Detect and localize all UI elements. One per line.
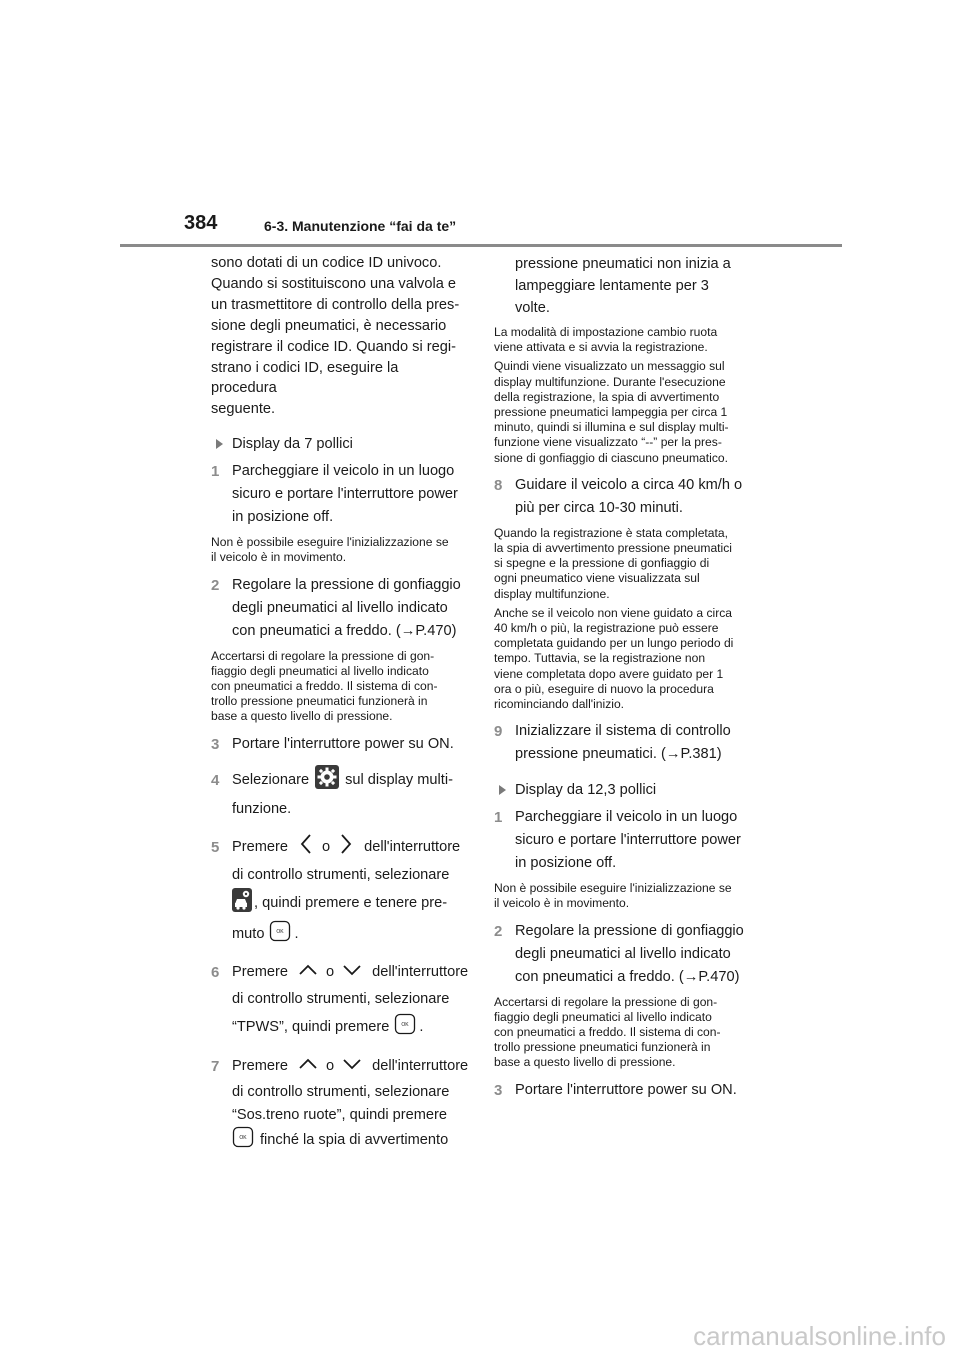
step-number: 6	[211, 963, 220, 981]
continued-line: lampeggiare lentamente per 3 volte.	[515, 278, 709, 316]
step-text: dell'interruttore	[364, 839, 461, 856]
watermark: carmanualsonline.info	[693, 1321, 946, 1351]
step-number: 2	[494, 922, 503, 940]
continued-line: pressione pneumatici non inizia a	[515, 256, 731, 272]
chevron-up-icon	[298, 1055, 318, 1078]
note-line: funzione viene visualizzato “--” per la pres-	[494, 435, 722, 450]
step-4	[211, 766, 461, 822]
step-2	[211, 574, 461, 643]
note-line: base a questo livello di pressione.	[211, 709, 393, 724]
step-text: Selezionare	[232, 772, 310, 789]
ok-button-icon	[269, 920, 291, 950]
step-text: “TPWS”, quindi premere	[232, 1019, 390, 1036]
step-line: Portare l'interruttore power su ON.	[515, 1081, 737, 1098]
note-line: trollo pressione pneumatici funzionerà in	[211, 694, 428, 709]
step-line: di controllo strumenti, selezionare	[232, 990, 450, 1007]
note-line: completata guidando per un lungo periodo di	[494, 636, 734, 651]
step-line: Regolare la pressione di gonfiaggio	[515, 922, 744, 939]
note-line: display multifunzione.	[494, 586, 610, 601]
note-line: della registrazione, la spia di avvertimento	[494, 389, 720, 404]
step-text: muto	[232, 926, 265, 943]
intro-paragraph	[211, 253, 461, 420]
step-number: 1	[494, 809, 503, 827]
note-line: La modalità di impostazione cambio ruota	[494, 325, 718, 339]
header-rule	[120, 244, 842, 247]
note-line: minuto, quindi si illumina e sul display multi-	[494, 420, 729, 435]
step-text: sul display multi-	[345, 772, 453, 789]
step-line: con pneumatici a freddo. (→P.470)	[232, 622, 457, 639]
step-8	[494, 474, 744, 520]
note-line: fiaggio degli pneumatici al livello indicato	[211, 663, 429, 678]
step-text: finché la spia di avvertimento	[260, 1132, 449, 1149]
step-line: degli pneumatici al livello indicato	[515, 945, 731, 962]
intro-line: sono dotati di un codice ID univoco.	[211, 255, 442, 271]
ok-button-icon	[394, 1013, 416, 1043]
step-number: 8	[494, 476, 503, 494]
bullet-label: Display da 12,3 pollici	[515, 782, 657, 799]
ok-button-icon	[232, 1126, 254, 1156]
note-line: viene completata dopo avere guidato per 1	[494, 666, 724, 681]
car-settings-icon	[232, 888, 252, 920]
note-line: Accertarsi di regolare la pressione di gon-	[494, 994, 718, 1009]
step-text: o	[325, 964, 335, 981]
svg-text:OK: OK	[276, 928, 285, 935]
note-line: display multifunzione. Durante l'esecuzione	[494, 374, 726, 389]
step-line: sicuro e portare l'interruttore power	[515, 832, 741, 849]
step-line: Inizializzare il sistema di controllo	[515, 723, 731, 740]
note-line: trollo pressione pneumatici funzionerà in	[494, 1040, 711, 1055]
note-line: pressione pneumatici lampeggia per circa 1	[494, 405, 728, 420]
note-line: Quindi viene visualizzato un messaggio sul	[494, 359, 725, 374]
bullet-label: Display da 7 pollici	[232, 436, 353, 453]
left-column	[211, 253, 469, 1156]
note-line: Non è possibile eseguire l'inizializzazione se	[494, 881, 732, 896]
step-text: Premere	[232, 964, 288, 981]
bullet-triangle-icon	[216, 439, 223, 449]
note-line: Non è possibile eseguire l'inizializzazione se	[211, 535, 449, 550]
step-2-12in	[494, 920, 744, 989]
note-line: Accertarsi di regolare la pressione di gon-	[211, 648, 435, 663]
note-line: ricominciando dall'inizio.	[494, 697, 625, 712]
chevron-left-icon	[300, 833, 312, 863]
note-2-12in	[494, 995, 744, 1071]
step-text: .	[294, 926, 299, 943]
chevron-down-icon	[342, 961, 362, 984]
step-line: “Sos.treno ruote”, quindi premere	[232, 1106, 447, 1123]
step-line: Parcheggiare il veicolo in un luogo	[232, 463, 455, 480]
note-line: si spegne e la pressione di gonfiaggio di	[494, 556, 710, 571]
bullet-7in	[211, 434, 461, 454]
step-text: Premere	[232, 839, 288, 856]
bullet-12in	[494, 780, 744, 800]
step-6	[211, 960, 469, 1044]
page-number: 384	[184, 212, 218, 234]
step-line: funzione.	[232, 800, 292, 817]
note-1	[211, 535, 461, 565]
step-line: di controllo strumenti, selezionare	[232, 866, 450, 883]
note-line: 40 km/h o più, la registrazione può essere	[494, 621, 719, 636]
step-number: 5	[211, 838, 220, 856]
note-1-12in	[494, 881, 744, 911]
intro-line: registrare il codice ID. Quando si regi-	[211, 338, 456, 355]
right-column	[494, 253, 744, 1102]
section-title: 6-3. Manutenzione “fai da te”	[264, 218, 457, 234]
svg-text:OK: OK	[401, 1021, 409, 1028]
step-line: di controllo strumenti, selezionare	[232, 1083, 450, 1100]
chevron-down-icon	[342, 1055, 362, 1078]
note-line: base a questo livello di pressione.	[494, 1055, 676, 1070]
step-text: .	[419, 1019, 424, 1036]
intro-line: un trasmettitore di controllo della pres-	[211, 296, 460, 313]
note-line: ora o più, eseguire di nuovo la procedura	[494, 681, 714, 696]
step-5	[211, 834, 461, 950]
note-line: la spia di avvertimento pressione pneumatici	[494, 541, 732, 556]
intro-line: strano i codici ID, eseguire la procedura	[211, 359, 399, 397]
step-number: 7	[211, 1057, 220, 1075]
step-line: con pneumatici a freddo. (→P.470)	[515, 968, 740, 985]
step-text: o	[321, 839, 331, 856]
step-9	[494, 720, 744, 766]
step-text: Premere	[232, 1058, 288, 1075]
step-text: o	[325, 1058, 335, 1075]
svg-text:OK: OK	[239, 1134, 247, 1141]
step-line: Guidare il veicolo a circa 40 km/h o	[515, 476, 743, 493]
chevron-right-icon	[340, 833, 352, 863]
chevron-up-icon	[298, 961, 318, 984]
note-line: il veicolo è in movimento.	[211, 550, 347, 565]
step-line: più per circa 10-30 minuti.	[515, 499, 683, 516]
step-line: Portare l'interruttore power su ON.	[232, 735, 454, 752]
step-line: in posizione off.	[515, 855, 617, 872]
step-1	[211, 460, 461, 529]
note-line: Quando la registrazione è stata completata,	[494, 525, 728, 540]
note-b	[494, 359, 744, 465]
note-line: Anche se il veicolo non viene guidato a circa	[494, 605, 732, 620]
note-line: fiaggio degli pneumatici al livello indicato	[494, 1009, 712, 1024]
note-c	[494, 526, 744, 602]
note-a	[494, 325, 744, 355]
bullet-triangle-icon	[499, 785, 506, 795]
step-7	[211, 1054, 469, 1156]
step-text: , quindi premere e tenere pre-	[254, 895, 448, 912]
note-d	[494, 606, 744, 712]
step-number: 9	[494, 723, 503, 741]
note-line: viene attivata e si avvia la registrazione.	[494, 340, 708, 355]
note-line: il veicolo è in movimento.	[494, 896, 630, 911]
step-line: degli pneumatici al livello indicato	[232, 599, 448, 616]
note-line: con pneumatici a freddo. Il sistema di con-	[211, 679, 438, 694]
note-line: sione di gonfiaggio di ciascuno pneumatico.	[494, 450, 728, 465]
gear-icon	[315, 765, 339, 797]
step-3	[211, 733, 461, 756]
step-line: in posizione off.	[232, 509, 334, 526]
step-text: dell'interruttore	[372, 1058, 469, 1075]
intro-line: sione degli pneumatici, è necessario	[211, 317, 447, 334]
note-2	[211, 649, 461, 725]
intro-line: Quando si sostituiscono una valvola e	[211, 275, 457, 292]
step-number: 1	[211, 463, 220, 481]
note-line: tempo. Tuttavia, se la registrazione non	[494, 651, 706, 666]
step-line: sicuro e portare l'interruttore power	[232, 486, 458, 503]
step-3-12in	[494, 1079, 744, 1102]
step-number: 2	[211, 576, 220, 594]
step-line: Parcheggiare il veicolo in un luogo	[515, 809, 738, 826]
note-line: ogni pneumatico viene visualizzata sul	[494, 571, 700, 586]
step-text: dell'interruttore	[372, 964, 469, 981]
step-line: pressione pneumatici. (→P.381)	[515, 746, 722, 763]
note-line: con pneumatici a freddo. Il sistema di con-	[494, 1025, 721, 1040]
step-number: 3	[211, 735, 220, 753]
step-line: Regolare la pressione di gonfiaggio	[232, 576, 461, 593]
step-number: 4	[211, 771, 220, 789]
step-1-12in	[494, 806, 744, 875]
step-number: 3	[494, 1081, 503, 1099]
intro-line: seguente.	[211, 401, 276, 418]
